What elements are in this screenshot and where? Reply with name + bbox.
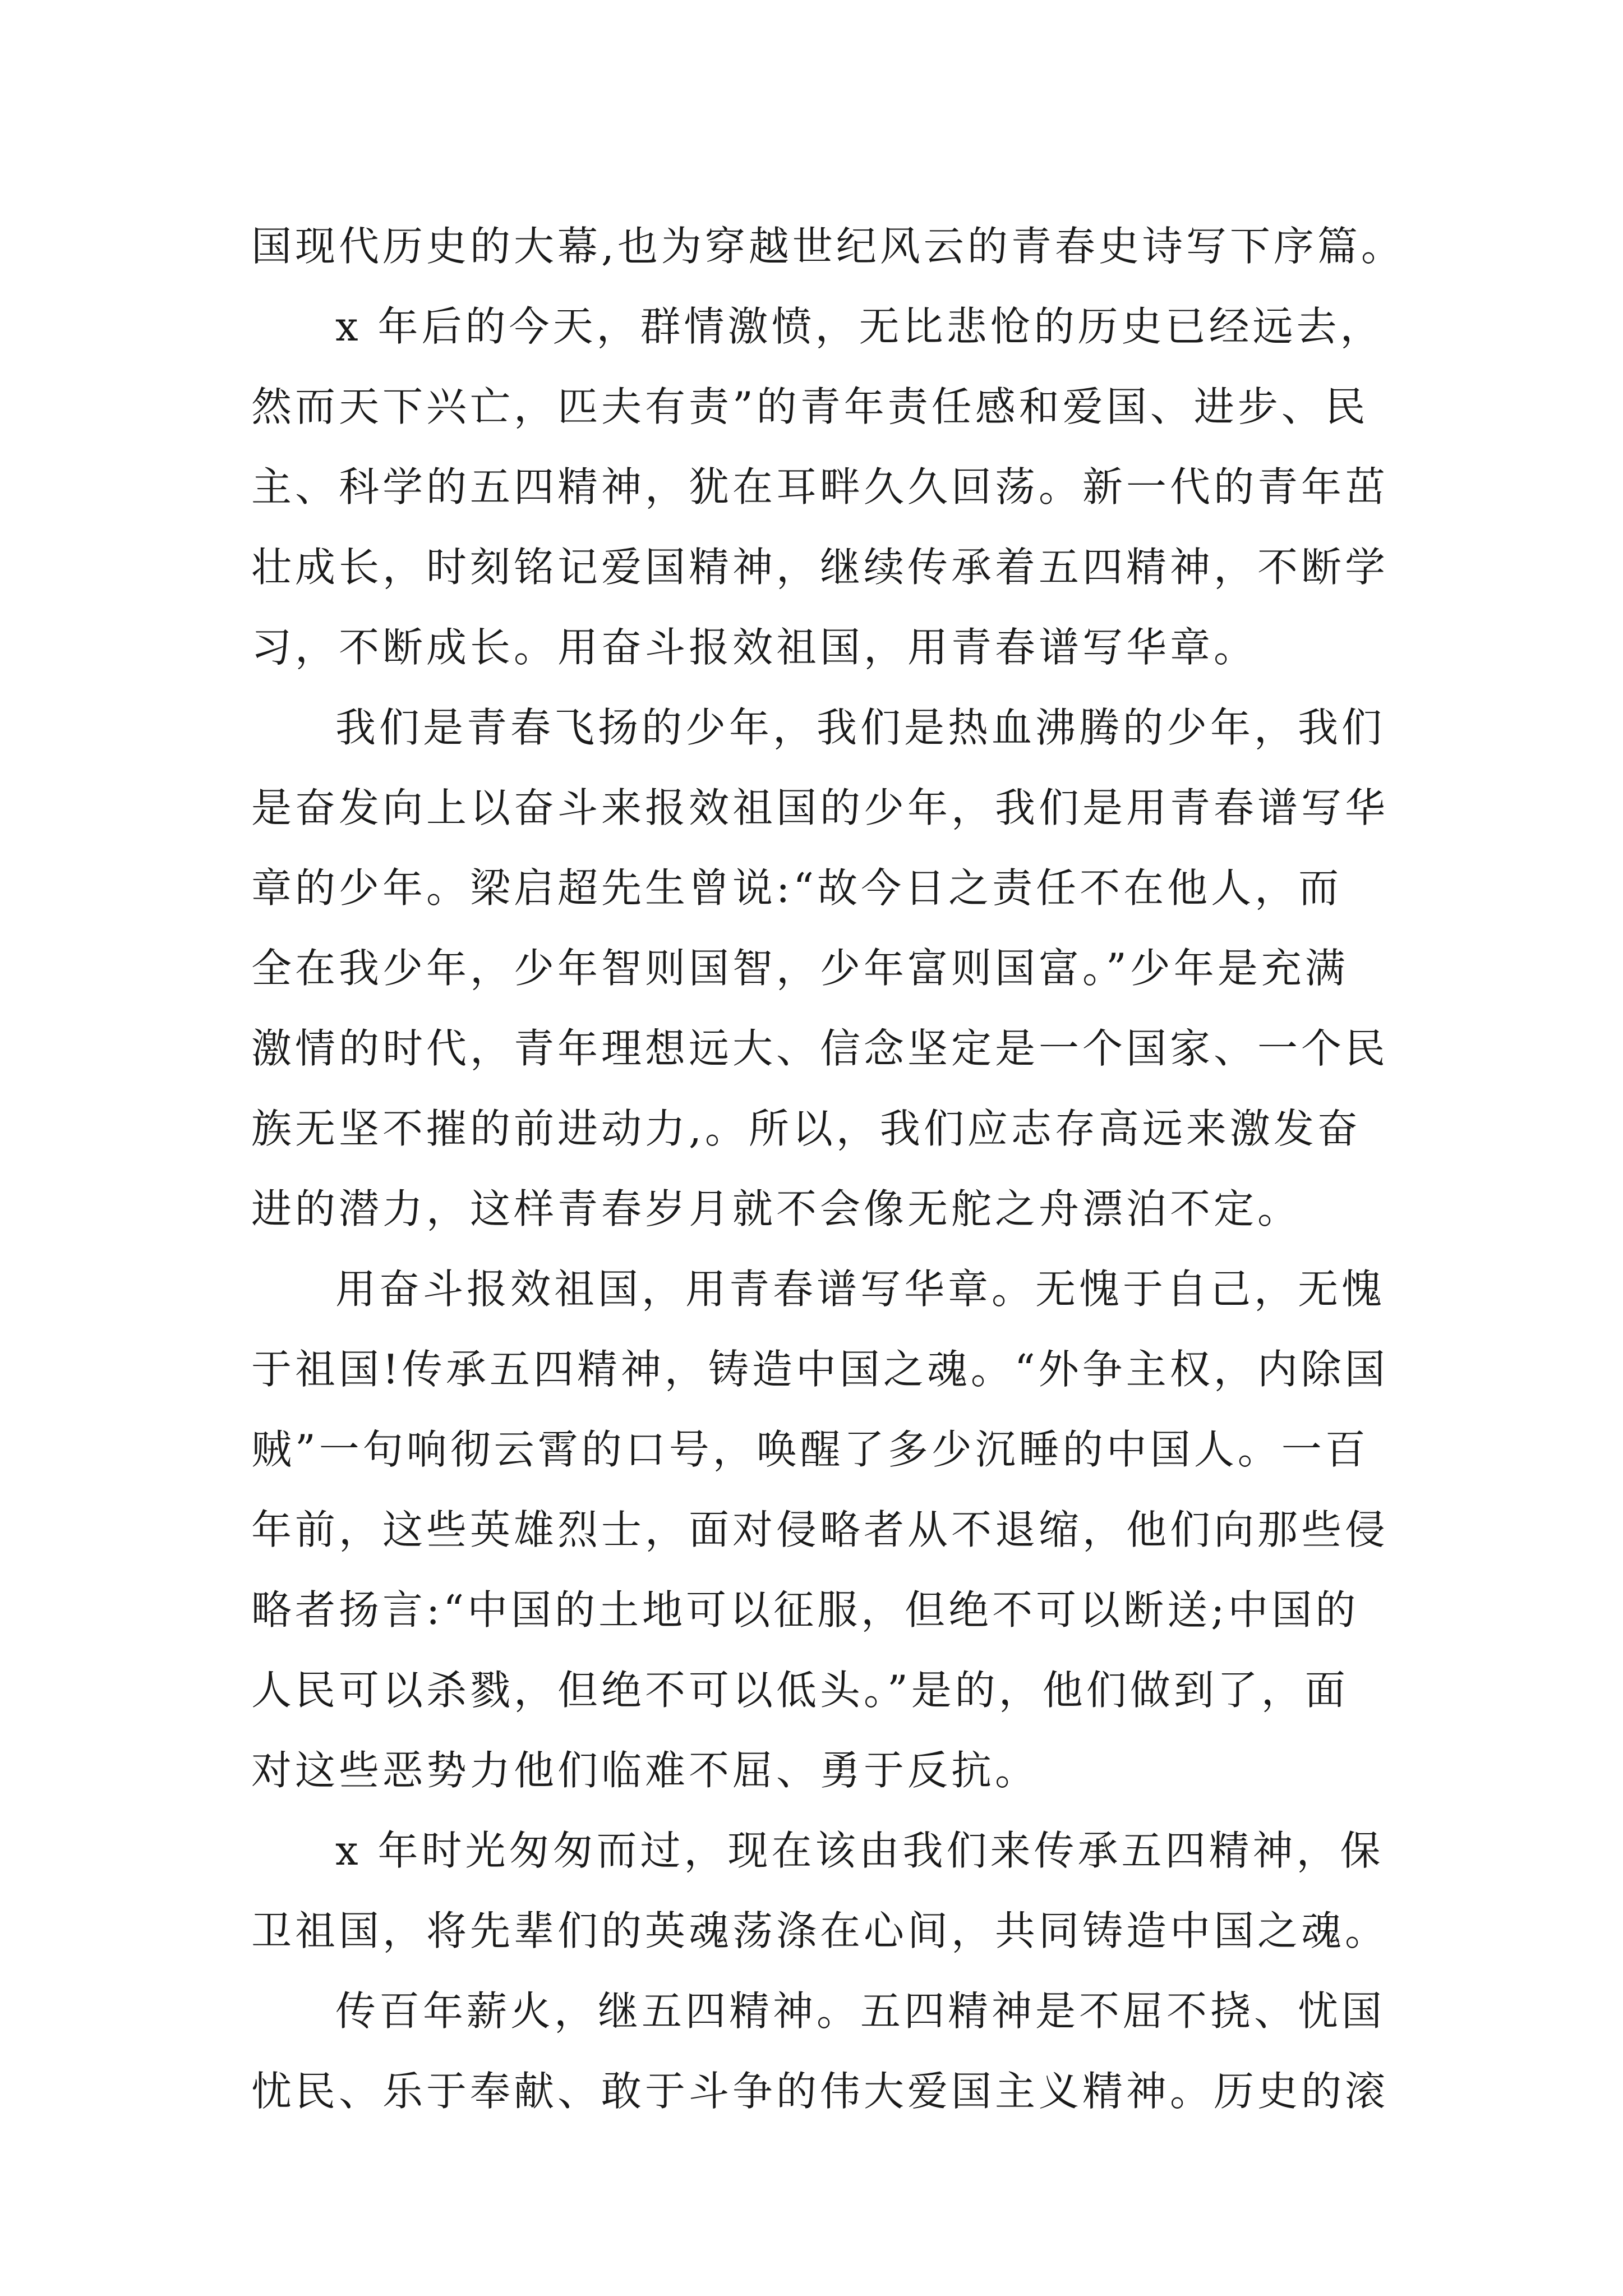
text-line: 激情的时代，青年理想远大、信念坚定是一个国家、一个民 (251, 1025, 1389, 1072)
text-line: x 年后的今天，群情激愤，无比悲怆的历史已经远去， (335, 303, 1384, 350)
text-line: 于祖国!传承五四精神，铸造中国之魂。“外争主权，内除国 (251, 1346, 1389, 1393)
body-text (251, 206, 1429, 2132)
text-line: 进的潜力，这样青春岁月就不会像无舵之舟漂泊不定。 (251, 1185, 1302, 1232)
text-line: 国现代历史的大幕,也为穿越世纪风云的青春史诗写下序篇。 (251, 223, 1405, 270)
text-line: 习，不断成长。用奋斗报效祖国，用青春谱写华章。 (251, 624, 1258, 671)
text-line: 卫祖国，将先辈们的英魂荡涤在心间，共同铸造中国之魂。 (251, 1907, 1389, 1954)
text-line: 忧民、乐于奉献、敢于斗争的伟大爱国主义精神。历史的滚 (251, 2068, 1389, 2115)
text-line: 略者扬言:“中国的土地可以征服，但绝不可以断送;中国的 (251, 1586, 1359, 1634)
text-line: 传百年薪火，继五四精神。五四精神是不屈不挠、忧国 (335, 1987, 1386, 2035)
text-line: 我们是青春飞扬的少年，我们是热血沸腾的少年，我们 (335, 704, 1386, 751)
text-line: 章的少年。梁启超先生曾说:“故今日之责任不在他人，而 (251, 864, 1343, 912)
text-line: 是奋发向上以奋斗来报效祖国的少年，我们是用青春谱写华 (251, 784, 1389, 831)
text-line: 年前，这些英雄烈士，面对侵略者从不退缩，他们向那些侵 (251, 1506, 1389, 1553)
text-line: 人民可以杀戮，但绝不可以低头。”是的，他们做到了，面 (251, 1667, 1349, 1714)
text-line: x 年时光匆匆而过，现在该由我们来传承五四精神，保 (335, 1827, 1384, 1874)
text-line: 然而天下兴亡，匹夫有责”的青年责任感和爱国、进步、民 (251, 383, 1369, 430)
text-line: 对这些恶势力他们临难不屈、勇于反抗。 (251, 1747, 1039, 1794)
text-line: 主、科学的五四精神，犹在耳畔久久回荡。新一代的青年茁 (251, 463, 1389, 510)
text-line: 用奋斗报效祖国，用青春谱写华章。无愧于自己，无愧 (335, 1266, 1386, 1313)
text-line: 壮成长，时刻铭记爱国精神，继续传承着五四精神，不断学 (251, 544, 1389, 591)
text-line: 全在我少年，少年智则国智，少年富则国富。”少年是充满 (251, 945, 1349, 992)
text-line: 贼”一句响彻云霄的口号，唤醒了多少沉睡的中国人。一百 (251, 1426, 1369, 1473)
text-line: 族无坚不摧的前进动力,。所以，我们应志存高远来激发奋 (251, 1105, 1361, 1152)
